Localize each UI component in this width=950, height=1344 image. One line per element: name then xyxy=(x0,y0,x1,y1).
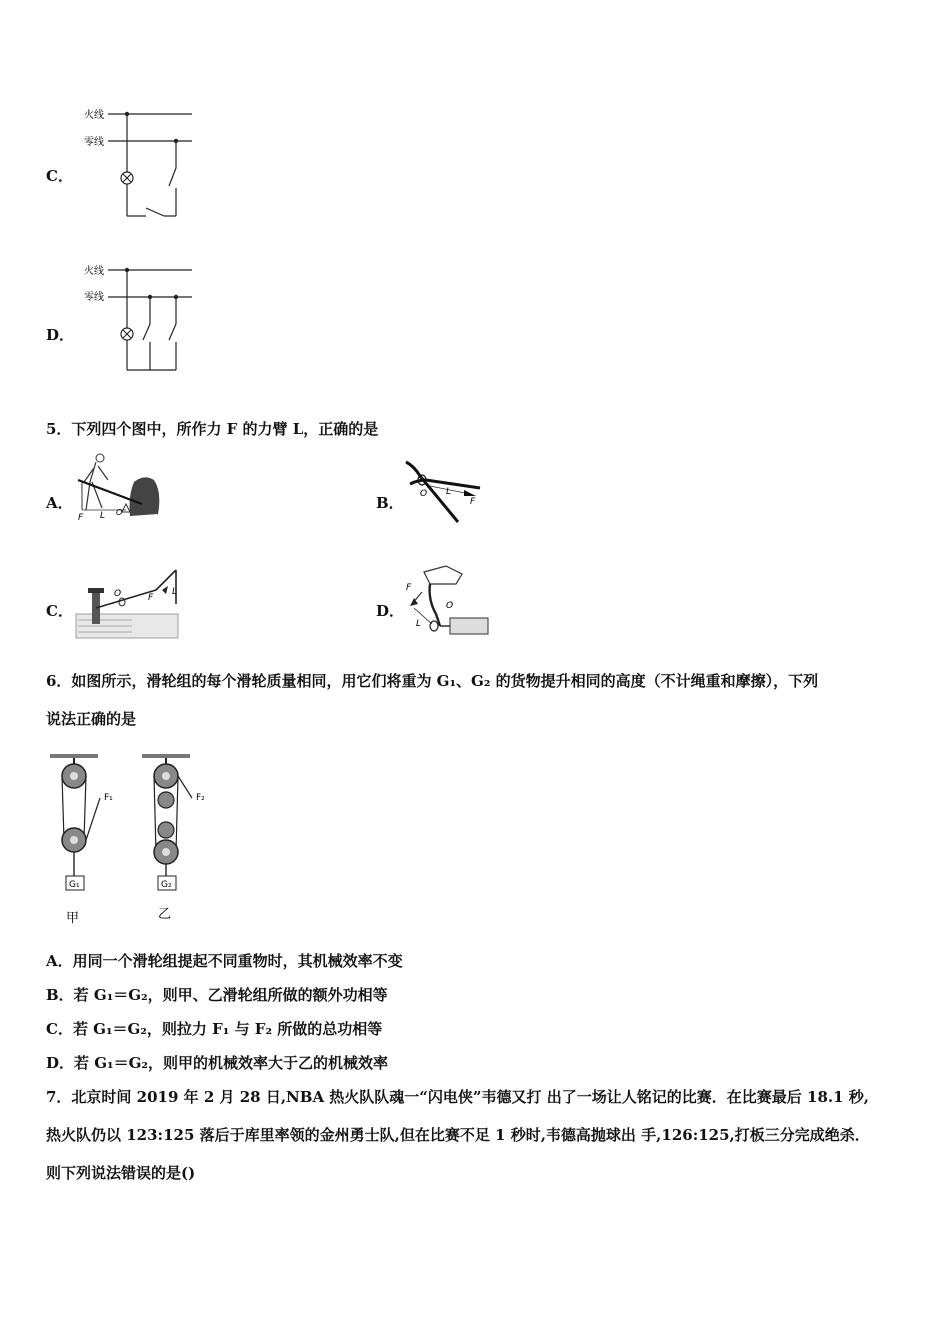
pulley-system-jia xyxy=(62,758,113,926)
q4c-neutral-wire-label: 零线 xyxy=(84,137,104,148)
q6-answer-a: A．用同一个滑轮组提起不同重物时，其机械效率不变 xyxy=(46,952,403,970)
q7-line2: 热火队仍以 123:125 落后于库里率领的金州勇士队,但在比赛不足 1 秒时,韦德高抛球出 手,126:125,打板三分完成绝杀． xyxy=(46,1126,870,1144)
q5b-arm-label: L xyxy=(446,487,452,497)
q6-right-force-label: F₂ xyxy=(196,793,205,803)
q6-right-weight-label: G₂ xyxy=(161,880,172,890)
q6-stem-line1: 6．如图所示，滑轮组的每个滑轮质量相同，用它们将重为 G₁、G₂ 的货物提升相同的高度（不计绳重和摩擦），下列 xyxy=(46,672,819,690)
q7-line3: 则下列说法错误的是() xyxy=(46,1164,196,1182)
q6-answer-c: C．若 G₁＝G₂，则拉力 F₁ 与 F₂ 所做的总功相等 xyxy=(46,1020,383,1038)
q4-option-d-label: D． xyxy=(46,326,75,344)
q5a-arm-label: L xyxy=(100,511,106,521)
q5-option-d-figure xyxy=(400,560,490,642)
q5-option-d-label: D． xyxy=(376,602,405,620)
q7-line1: 7．北京时间 2019 年 2 月 28 日,NBA 热火队队魂一“闪电侠”韦德又打 出了一场让人铭记的比赛．在比赛最后 18.1 秒, xyxy=(46,1088,869,1106)
q5b-force-label: F xyxy=(470,497,476,507)
q5-option-b-label: B． xyxy=(376,494,404,512)
q5a-force-label: F xyxy=(78,513,84,523)
q5d-pivot-label: O xyxy=(446,601,454,611)
q5c-arm-label: L xyxy=(172,587,178,597)
q6-left-caption: 甲 xyxy=(66,911,80,926)
q4c-live-wire-label: 火线 xyxy=(84,110,104,121)
q4-option-c-circuit xyxy=(80,100,200,225)
lamp-icon xyxy=(121,172,133,184)
pulley-system-yi xyxy=(154,758,205,922)
q5-stem: 5．下列四个图中，所作力 F 的力臂 L，正确的是 xyxy=(46,420,379,438)
q4-option-d-circuit xyxy=(80,258,200,378)
q6-answer-b: B．若 G₁＝G₂，则甲、乙滑轮组所做的额外功相等 xyxy=(46,986,388,1004)
q5b-pivot-label: O xyxy=(420,489,428,499)
q5-option-c-label: C． xyxy=(46,602,73,620)
q4d-neutral-wire-label: 零线 xyxy=(84,292,104,303)
q5-option-a-label: A． xyxy=(46,494,73,512)
q6-stem-line2: 说法正确的是 xyxy=(46,710,137,728)
q6-right-caption: 乙 xyxy=(158,907,172,922)
q5-option-c-figure xyxy=(72,560,182,642)
q5d-force-label: F xyxy=(406,583,412,593)
q5c-force-label: F xyxy=(148,593,154,603)
q4d-live-wire-label: 火线 xyxy=(84,266,104,277)
q5c-pivot-label: O xyxy=(114,589,122,599)
q4-option-c-label: C． xyxy=(46,167,73,185)
q6-left-weight-label: G₁ xyxy=(69,880,80,890)
q5d-arm-label: L xyxy=(416,619,422,629)
q5a-pivot-label: O xyxy=(116,508,123,517)
q5-option-a-figure xyxy=(72,452,162,524)
q6-left-force-label: F₁ xyxy=(104,793,113,803)
q6-pulley-figure xyxy=(50,752,220,930)
lamp-icon xyxy=(121,328,133,340)
q5-option-b-figure xyxy=(400,458,482,526)
q6-answer-d: D．若 G₁＝G₂，则甲的机械效率大于乙的机械效率 xyxy=(46,1054,388,1072)
